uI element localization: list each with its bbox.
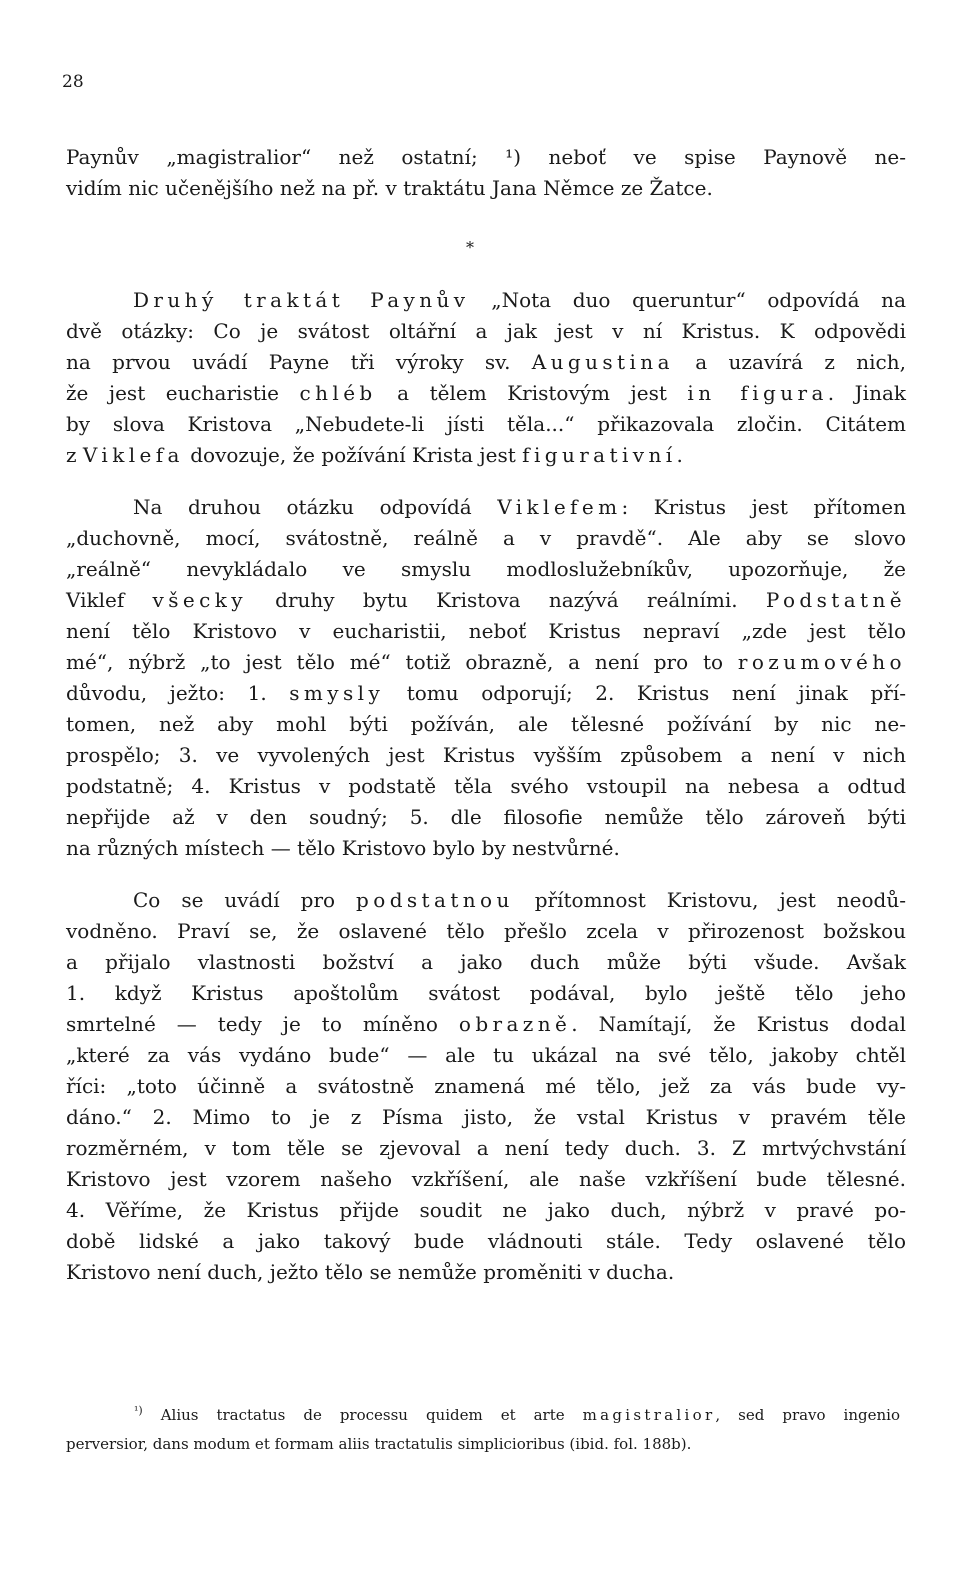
text-line	[66, 524, 906, 552]
text-segment: nepřijde až v den soudný; 5. dle filosofie nemůže tělo zároveň býti	[66, 805, 906, 829]
text-segment: Co se uvádí pro	[133, 888, 357, 912]
text-line	[133, 493, 906, 521]
text-line	[66, 317, 906, 345]
text-line	[66, 1196, 906, 1224]
text-segment: říci: „toto účinně a svátostně znamená mé tělo, jež za vás bude vy-	[66, 1074, 906, 1098]
text-line	[66, 1103, 906, 1131]
spaced-emphasis: všecky	[152, 588, 247, 612]
text-line	[66, 1072, 906, 1100]
text-segment: Kristovo není duch, ježto tělo se nemůže proměniti v ducha.	[66, 1260, 675, 1284]
text-line	[66, 1041, 906, 1069]
spaced-emphasis: Druhý traktát Paynův	[133, 288, 470, 312]
spaced-emphasis: chléb	[299, 381, 377, 405]
spaced-emphasis: Augustina	[531, 350, 674, 374]
footnote-line: perversior, dans modum et formam aliis tractatulis simplicioribus (ibid. fol. 188b).	[66, 1435, 692, 1453]
text-line	[66, 441, 906, 469]
text-segment: by slova Kristova „Nebudete-li jísti těla...“ přikazovala zločin. Citátem	[66, 412, 906, 436]
text-segment: Kristovo jest vzorem našeho vzkříšení, ale naše vzkříšení bude tělesné.	[66, 1167, 906, 1191]
text-segment: „Nota duo queruntur“ odpovídá na	[469, 288, 906, 312]
text-line	[133, 286, 906, 314]
text-segment: .	[676, 443, 683, 467]
text-segment: dovozuje, že požívání Krista jest	[183, 443, 523, 467]
text-line	[66, 1134, 906, 1162]
text-segment: 1. když Kristus apoštolům svátost podával, bylo ještě tělo jeho	[66, 981, 906, 1005]
text-segment: vidím nic učenějšího než na př. v traktátu Jana Němce ze Žatce.	[66, 176, 713, 200]
text-line	[66, 803, 906, 831]
text-line	[66, 1010, 906, 1038]
text-segment: druhy bytu Kristova nazývá reálními.	[246, 588, 766, 612]
text-segment: na prvou uvádí Payne tři výroky sv.	[66, 350, 532, 374]
spaced-emphasis: Podstatně	[765, 588, 906, 612]
text-segment: prospělo; 3. ve vyvolených jest Kristus vyšším způsobem a není v nich	[66, 743, 906, 767]
text-line	[66, 741, 906, 769]
text-segment: : Kristus jest přítomen	[621, 495, 906, 519]
text-segment: není tělo Kristovo v eucharistii, neboť Kristus nepraví „zde jest tělo	[66, 619, 906, 643]
text-line	[66, 772, 906, 800]
footnote-text: Alius tractatus de processu quidem et arte	[160, 1406, 583, 1424]
text-line	[66, 710, 906, 738]
text-segment: a tělem Kristovým jest	[376, 381, 688, 405]
footnote-marker: ¹)	[134, 1404, 143, 1417]
spaced-emphasis: Viklefa	[82, 443, 184, 467]
text-segment: přítomnost Kristovu, jest neodů-	[513, 888, 906, 912]
text-line	[66, 410, 906, 438]
text-line	[66, 617, 906, 645]
text-segment: „reálně“ nevykládalo ve smyslu modloslužebníkův, upozorňuje, že	[66, 557, 906, 581]
text-line	[66, 648, 906, 676]
text-segment: vodněno. Praví se, že oslavené tělo přešlo zcela v přirozenost božskou	[66, 919, 906, 943]
text-segment: že jest eucharistie	[66, 381, 300, 405]
section-marker: *	[466, 238, 474, 257]
text-segment: Paynův „magistralior“ než ostatní; ¹) neboť ve spise Paynově ne-	[66, 145, 906, 169]
text-segment: a přijalo vlastnosti božství a jako duch může býti všude. Avšak	[66, 950, 906, 974]
text-segment: dáno.“ 2. Mimo to je z Písma jisto, že vstal Kristus v pravém těle	[66, 1105, 906, 1129]
text-segment: z	[66, 443, 83, 467]
text-line	[133, 886, 906, 914]
footnote-line	[134, 1405, 900, 1425]
text-line	[66, 586, 906, 614]
text-segment: tomen, než aby mohl býti požíván, ale tělesné požívání by nic ne-	[66, 712, 906, 736]
spaced-emphasis: figurativní	[522, 443, 677, 467]
text-segment: mé“, nýbrž „to jest tělo mé“ totiž obrazně, a není pro to	[66, 650, 738, 674]
spaced-emphasis: Viklefem	[497, 495, 622, 519]
text-line	[66, 348, 906, 376]
footnote-text: , sed pravo ingenio	[715, 1406, 900, 1424]
text-segment: na různých místech — tělo Kristovo bylo by nestvůrné.	[66, 836, 620, 860]
text-segment: smrtelné — tedy je to míněno	[66, 1012, 459, 1036]
text-segment: tomu odporují; 2. Kristus není jinak pří-	[384, 681, 907, 705]
text-line	[66, 555, 906, 583]
text-segment: . Jinak	[827, 381, 907, 405]
text-line	[66, 174, 906, 202]
text-segment: 4. Věříme, že Kristus přijde soudit ne jako duch, nýbrž v pravé po-	[66, 1198, 906, 1222]
text-segment: podstatně; 4. Kristus v podstatě těla svého vstoupil na nebesa a odtud	[66, 774, 906, 798]
spaced-emphasis: podstatnou	[356, 888, 514, 912]
text-segment: „které za vás vydáno bude“ — ale tu ukázal na své tělo, jakoby chtěl	[66, 1043, 906, 1067]
page-number: 28	[62, 72, 84, 92]
text-segment: rozměrném, v tom těle se zjevoval a není tedy duch. 3. Z mrtvýchvstání	[66, 1136, 906, 1160]
spaced-emphasis: smysly	[289, 681, 385, 705]
footnote-spaced-text: magistralior	[582, 1406, 716, 1424]
text-segment: . Namítají, že Kristus dodal	[571, 1012, 907, 1036]
text-segment: Viklef	[66, 588, 153, 612]
text-segment: dvě otázky: Co je svátost oltářní a jak jest v ní Kristus. K odpovědi	[66, 319, 906, 343]
text-line	[66, 1227, 906, 1255]
text-line	[66, 379, 906, 407]
text-segment: „duchovně, mocí, svátostně, reálně a v pravdě“. Ale aby se slovo	[66, 526, 906, 550]
text-segment: a uzavírá z nich,	[673, 350, 906, 374]
spaced-emphasis: in figura	[687, 381, 828, 405]
text-line	[66, 679, 906, 707]
text-line	[66, 1258, 906, 1286]
text-line	[66, 834, 906, 862]
text-line	[66, 1165, 906, 1193]
text-line	[66, 143, 906, 171]
spaced-emphasis: rozumového	[737, 650, 906, 674]
text-line	[66, 979, 906, 1007]
text-segment: důvodu, ježto: 1.	[66, 681, 290, 705]
text-segment: Na druhou otázku odpovídá	[133, 495, 498, 519]
spaced-emphasis: obrazně	[458, 1012, 572, 1036]
text-line	[66, 948, 906, 976]
text-line	[66, 917, 906, 945]
text-segment: době lidské a jako takový bude vládnouti stále. Tedy oslavené tělo	[66, 1229, 906, 1253]
